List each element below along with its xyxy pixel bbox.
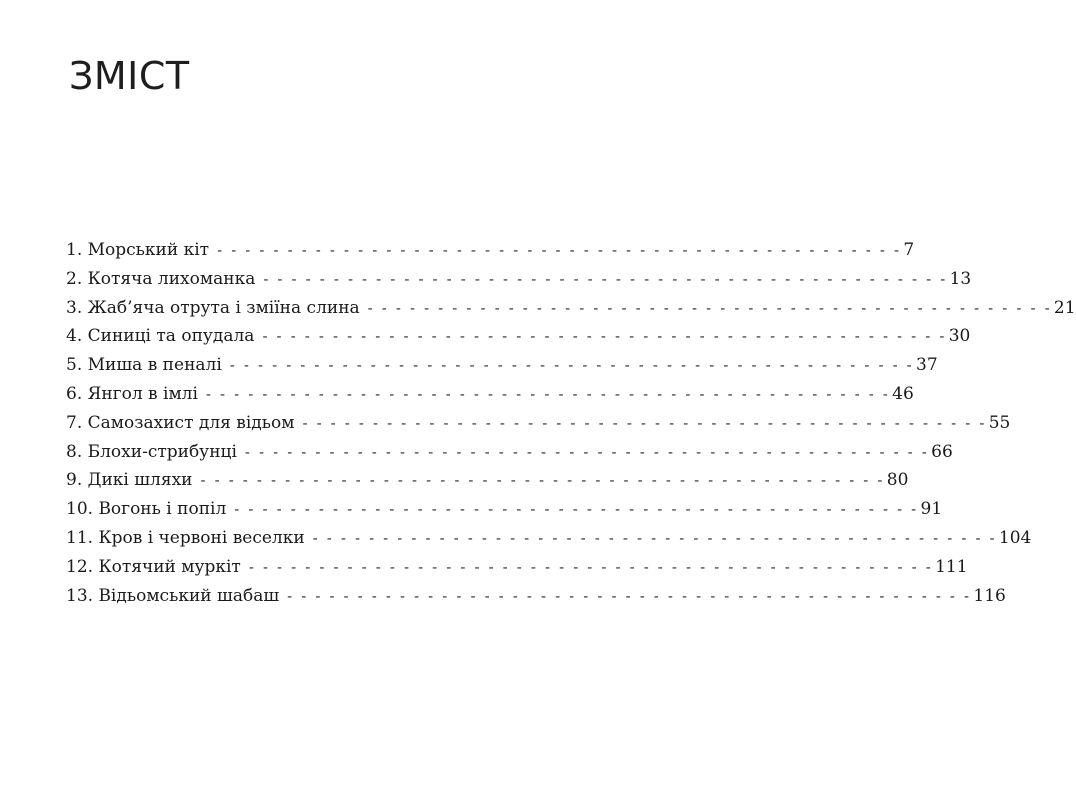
dot-leader: - - - - - - - - - - - - - - - - - - - - - - - - - - - - - - - - - - - - - - - - - - - - - - - - - (312, 530, 997, 547)
chapter-title: 9. Дикі шляхи (66, 470, 193, 491)
toc-entry (66, 495, 943, 524)
toc-entry (66, 438, 953, 467)
dot-leader: - - - - - - - - - - - - - - - - - - - - - - - - - - - - - - - - - - - - - - - - - - - - - - - - - (302, 415, 987, 432)
toc-entry (66, 553, 968, 582)
page-number: 55 (988, 412, 1011, 433)
contents-heading: ЗМІСТ (69, 54, 190, 98)
page-number: 66 (931, 441, 953, 462)
page-number: 37 (916, 355, 938, 376)
chapter-title: 8. Блохи-стрибунці (66, 441, 237, 462)
dot-leader: - - - - - - - - - - - - - - - - - - - - - - - - - - - - - - - - - - - - - - - - - - - - - - - - - (287, 588, 972, 605)
dot-leader: - - - - - - - - - - - - - - - - - - - - - - - - - - - - - - - - - - - - - - - - - - - - - - - - - (367, 300, 1052, 317)
dot-leader: - - - - - - - - - - - - - - - - - - - - - - - - - - - - - - - - - - - - - - - - - - - - - - - - - (262, 329, 947, 346)
dot-leader: - - - - - - - - - - - - - - - - - - - - - - - - - - - - - - - - - - - - - - - - - - - - - - - - - (234, 502, 919, 519)
chapter-title: 4. Синиці та опудала (66, 326, 255, 347)
page-number: 91 (920, 499, 943, 520)
chapter-title: 13. Відьомський шабаш (66, 585, 280, 606)
toc-entry (66, 322, 971, 351)
toc-entry (66, 409, 1011, 438)
table-of-contents (66, 236, 1076, 610)
chapter-title: 5. Миша в пеналі (66, 355, 222, 376)
page-number: 13 (949, 268, 972, 289)
toc-entry (66, 236, 915, 265)
page-number: 30 (948, 326, 971, 347)
dot-leader: - - - - - - - - - - - - - - - - - - - - - - - - - - - - - - - - - - - - - - - - - - - - - - - - - (263, 271, 948, 288)
dot-leader: - - - - - - - - - - - - - - - - - - - - - - - - - - - - - - - - - - - - - - - - - - - - - - - - - (205, 386, 891, 403)
toc-entry (66, 351, 938, 380)
chapter-title: 6. Янгол в імлі (66, 383, 198, 404)
dot-leader: - - - - - - - - - - - - - - - - - - - - - - - - - - - - - - - - - - - - - - - - - - - - - - - - - (248, 559, 934, 576)
chapter-title: 7. Самозахист для відьом (66, 412, 295, 433)
chapter-title: 11. Кров і червоні веселки (66, 527, 305, 548)
chapter-title: 3. Жаб’яча отрута і зміїна слина (66, 297, 360, 318)
chapter-title: 1. Морський кіт (66, 240, 210, 260)
toc-entry (66, 294, 1076, 323)
page-number: 116 (973, 585, 1006, 606)
dot-leader: - - - - - - - - - - - - - - - - - - - - - - - - - - - - - - - - - - - - - - - - - - - - - - - - - (217, 243, 902, 259)
dot-leader: - - - - - - - - - - - - - - - - - - - - - - - - - - - - - - - - - - - - - - - - - - - - - - - - - (200, 473, 885, 490)
toc-entry (66, 265, 972, 294)
page-number: 104 (998, 527, 1032, 548)
page-number: 21 (1053, 297, 1076, 318)
chapter-title: 12. Котячий муркіт (66, 556, 241, 577)
page-number: 111 (935, 556, 968, 577)
page-number: 46 (892, 383, 914, 404)
toc-entry (66, 524, 1032, 553)
toc-entry (66, 582, 1006, 611)
toc-entry (66, 380, 914, 409)
dot-leader: - - - - - - - - - - - - - - - - - - - - - - - - - - - - - - - - - - - - - - - - - - - - - - - - - (244, 444, 930, 461)
dot-leader: - - - - - - - - - - - - - - - - - - - - - - - - - - - - - - - - - - - - - - - - - - - - - - - - - (229, 358, 915, 375)
toc-entry (66, 466, 909, 495)
page-number: 80 (886, 470, 909, 491)
chapter-title: 2. Котяча лихоманка (66, 268, 256, 289)
page-number: 7 (903, 240, 915, 260)
chapter-title: 10. Вогонь і попіл (66, 499, 227, 520)
